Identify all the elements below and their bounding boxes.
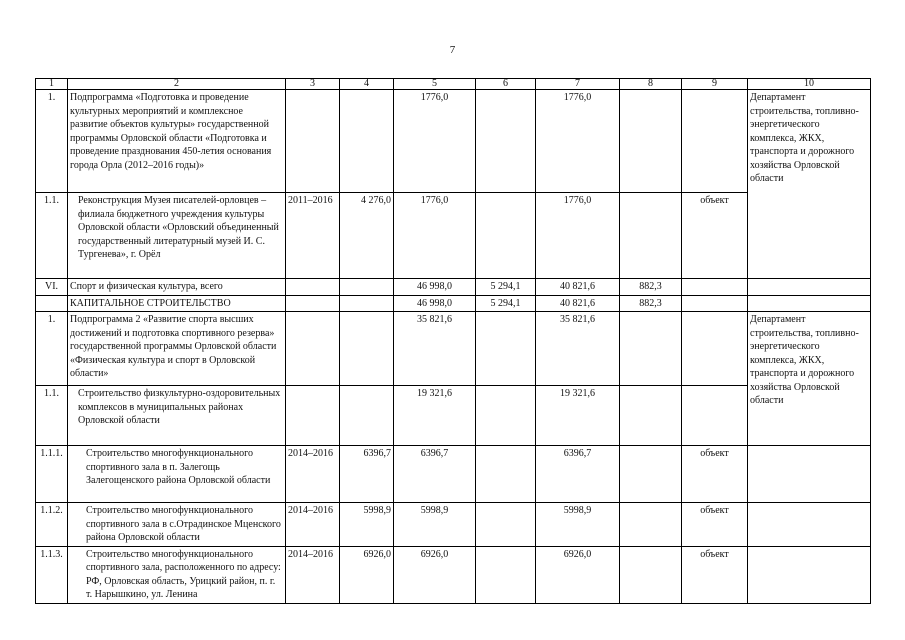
header-cell: 2 <box>68 79 286 90</box>
row-federal <box>476 546 536 603</box>
page-number: 7 <box>449 44 456 56</box>
row-regional: 40 821,6 <box>536 295 620 312</box>
row-cost: 5998,9 <box>340 503 394 547</box>
row-local <box>620 312 682 386</box>
row-total: 19 321,6 <box>394 386 476 446</box>
row-cost <box>340 90 394 193</box>
row-local: 882,3 <box>620 295 682 312</box>
row-local <box>620 386 682 446</box>
row-unit <box>682 90 748 193</box>
header-cell: 1 <box>36 79 68 90</box>
row-number: 1.1.1. <box>36 446 68 503</box>
row-total: 5998,9 <box>394 503 476 547</box>
row-federal <box>476 312 536 386</box>
row-total: 35 821,6 <box>394 312 476 386</box>
row-period: 2014–2016 <box>286 446 340 503</box>
row-federal <box>476 193 536 279</box>
header-row <box>36 79 871 90</box>
row-cost <box>340 386 394 446</box>
header-cell: 8 <box>620 79 682 90</box>
row-unit <box>682 386 748 446</box>
department-cell-empty <box>748 446 871 503</box>
row-period <box>286 279 340 296</box>
row-period: 2014–2016 <box>286 503 340 547</box>
row-name: Спорт и физическая культура, всего <box>68 279 286 296</box>
row-name: Строительство многофункционального спортивного зала в п. Залегощь Залегощенского района Орловской области <box>68 446 286 503</box>
table-row <box>36 279 871 296</box>
row-unit <box>682 295 748 312</box>
row-cost <box>340 295 394 312</box>
row-cost: 4 276,0 <box>340 193 394 279</box>
row-period <box>286 386 340 446</box>
row-cost <box>340 312 394 386</box>
row-name: КАПИТАЛЬНОЕ СТРОИТЕЛЬСТВО <box>68 295 286 312</box>
row-period <box>286 312 340 386</box>
table-row <box>36 546 871 603</box>
department-cell-empty <box>748 546 871 603</box>
row-regional: 5998,9 <box>536 503 620 547</box>
row-regional: 1776,0 <box>536 193 620 279</box>
row-name: Реконструкция Музея писателей-орловцев – филиала бюджетного учреждения культуры Орловской области «Орловский объединенный государственный литературный музей И. С. Тургенева», г. Орёл <box>68 193 286 279</box>
header-cell: 3 <box>286 79 340 90</box>
department-cell: Департамент строительства, топливно-энергетического комплекса, ЖКХ, транспорта и дорожного хозяйства Орловской области <box>748 90 871 279</box>
row-regional: 1776,0 <box>536 90 620 193</box>
department-cell-empty <box>748 295 871 312</box>
row-total: 1776,0 <box>394 90 476 193</box>
row-regional: 40 821,6 <box>536 279 620 296</box>
table-row <box>36 193 871 279</box>
department-cell-empty <box>748 279 871 296</box>
row-federal: 5 294,1 <box>476 295 536 312</box>
row-number: 1. <box>36 312 68 386</box>
header-cell: 5 <box>394 79 476 90</box>
row-unit: объект <box>682 546 748 603</box>
row-total: 46 998,0 <box>394 279 476 296</box>
row-number: 1.1.2. <box>36 503 68 547</box>
row-federal <box>476 386 536 446</box>
row-total: 6926,0 <box>394 546 476 603</box>
row-unit <box>682 279 748 296</box>
row-total: 6396,7 <box>394 446 476 503</box>
row-regional: 6926,0 <box>536 546 620 603</box>
row-federal <box>476 503 536 547</box>
row-period: 2011–2016 <box>286 193 340 279</box>
table-row <box>36 312 871 386</box>
header-cell: 4 <box>340 79 394 90</box>
header-cell: 7 <box>536 79 620 90</box>
budget-table <box>35 78 871 604</box>
row-unit: объект <box>682 193 748 279</box>
row-local <box>620 546 682 603</box>
header-cell: 6 <box>476 79 536 90</box>
row-cost: 6926,0 <box>340 546 394 603</box>
row-local <box>620 193 682 279</box>
row-name: Строительство физкультурно-оздоровительных комплексов в муниципальных районах Орловской области <box>68 386 286 446</box>
row-regional: 35 821,6 <box>536 312 620 386</box>
row-number: VI. <box>36 279 68 296</box>
row-number <box>36 295 68 312</box>
row-name: Строительство многофункционального спортивного зала в с.Отрадинское Мценского района Орловской области <box>68 503 286 547</box>
row-federal <box>476 446 536 503</box>
row-unit: объект <box>682 446 748 503</box>
row-cost: 6396,7 <box>340 446 394 503</box>
header-cell: 9 <box>682 79 748 90</box>
row-number: 1.1. <box>36 386 68 446</box>
department-cell: Департамент строительства, топливно-энергетического комплекса, ЖКХ, транспорта и дорожного хозяйства Орловской области <box>748 312 871 446</box>
row-regional: 6396,7 <box>536 446 620 503</box>
department-cell-empty <box>748 503 871 547</box>
table-row <box>36 90 871 193</box>
row-federal <box>476 90 536 193</box>
row-local: 882,3 <box>620 279 682 296</box>
row-local <box>620 90 682 193</box>
row-federal: 5 294,1 <box>476 279 536 296</box>
row-regional: 19 321,6 <box>536 386 620 446</box>
row-local <box>620 446 682 503</box>
row-period <box>286 295 340 312</box>
row-period: 2014–2016 <box>286 546 340 603</box>
table-row <box>36 386 871 446</box>
row-number: 1.1. <box>36 193 68 279</box>
row-total: 46 998,0 <box>394 295 476 312</box>
row-name: Подпрограмма «Подготовка и проведение культурных мероприятий и комплексное развитие объектов культуры» государственной программы Орловской области «Подготовка и проведение празднования 450-летия основания города Орла (2012–2016 годы)» <box>68 90 286 193</box>
header-cell: 10 <box>748 79 871 90</box>
row-number: 1. <box>36 90 68 193</box>
table-row <box>36 295 871 312</box>
row-unit <box>682 312 748 386</box>
table-row <box>36 446 871 503</box>
row-cost <box>340 279 394 296</box>
row-name: Подпрограмма 2 «Развитие спорта высших достижений и подготовка спортивного резерва» государственной программы Орловской области «Физическая культура и спорт в Орловской области» <box>68 312 286 386</box>
row-unit: объект <box>682 503 748 547</box>
row-name: Строительство многофункционального спортивного зала, расположенного по адресу: РФ, Орловская область, Урицкий район, п. г. т. Нарышкино, ул. Ленина <box>68 546 286 603</box>
row-total: 1776,0 <box>394 193 476 279</box>
row-local <box>620 503 682 547</box>
table-row <box>36 503 871 547</box>
row-period <box>286 90 340 193</box>
row-number: 1.1.3. <box>36 546 68 603</box>
